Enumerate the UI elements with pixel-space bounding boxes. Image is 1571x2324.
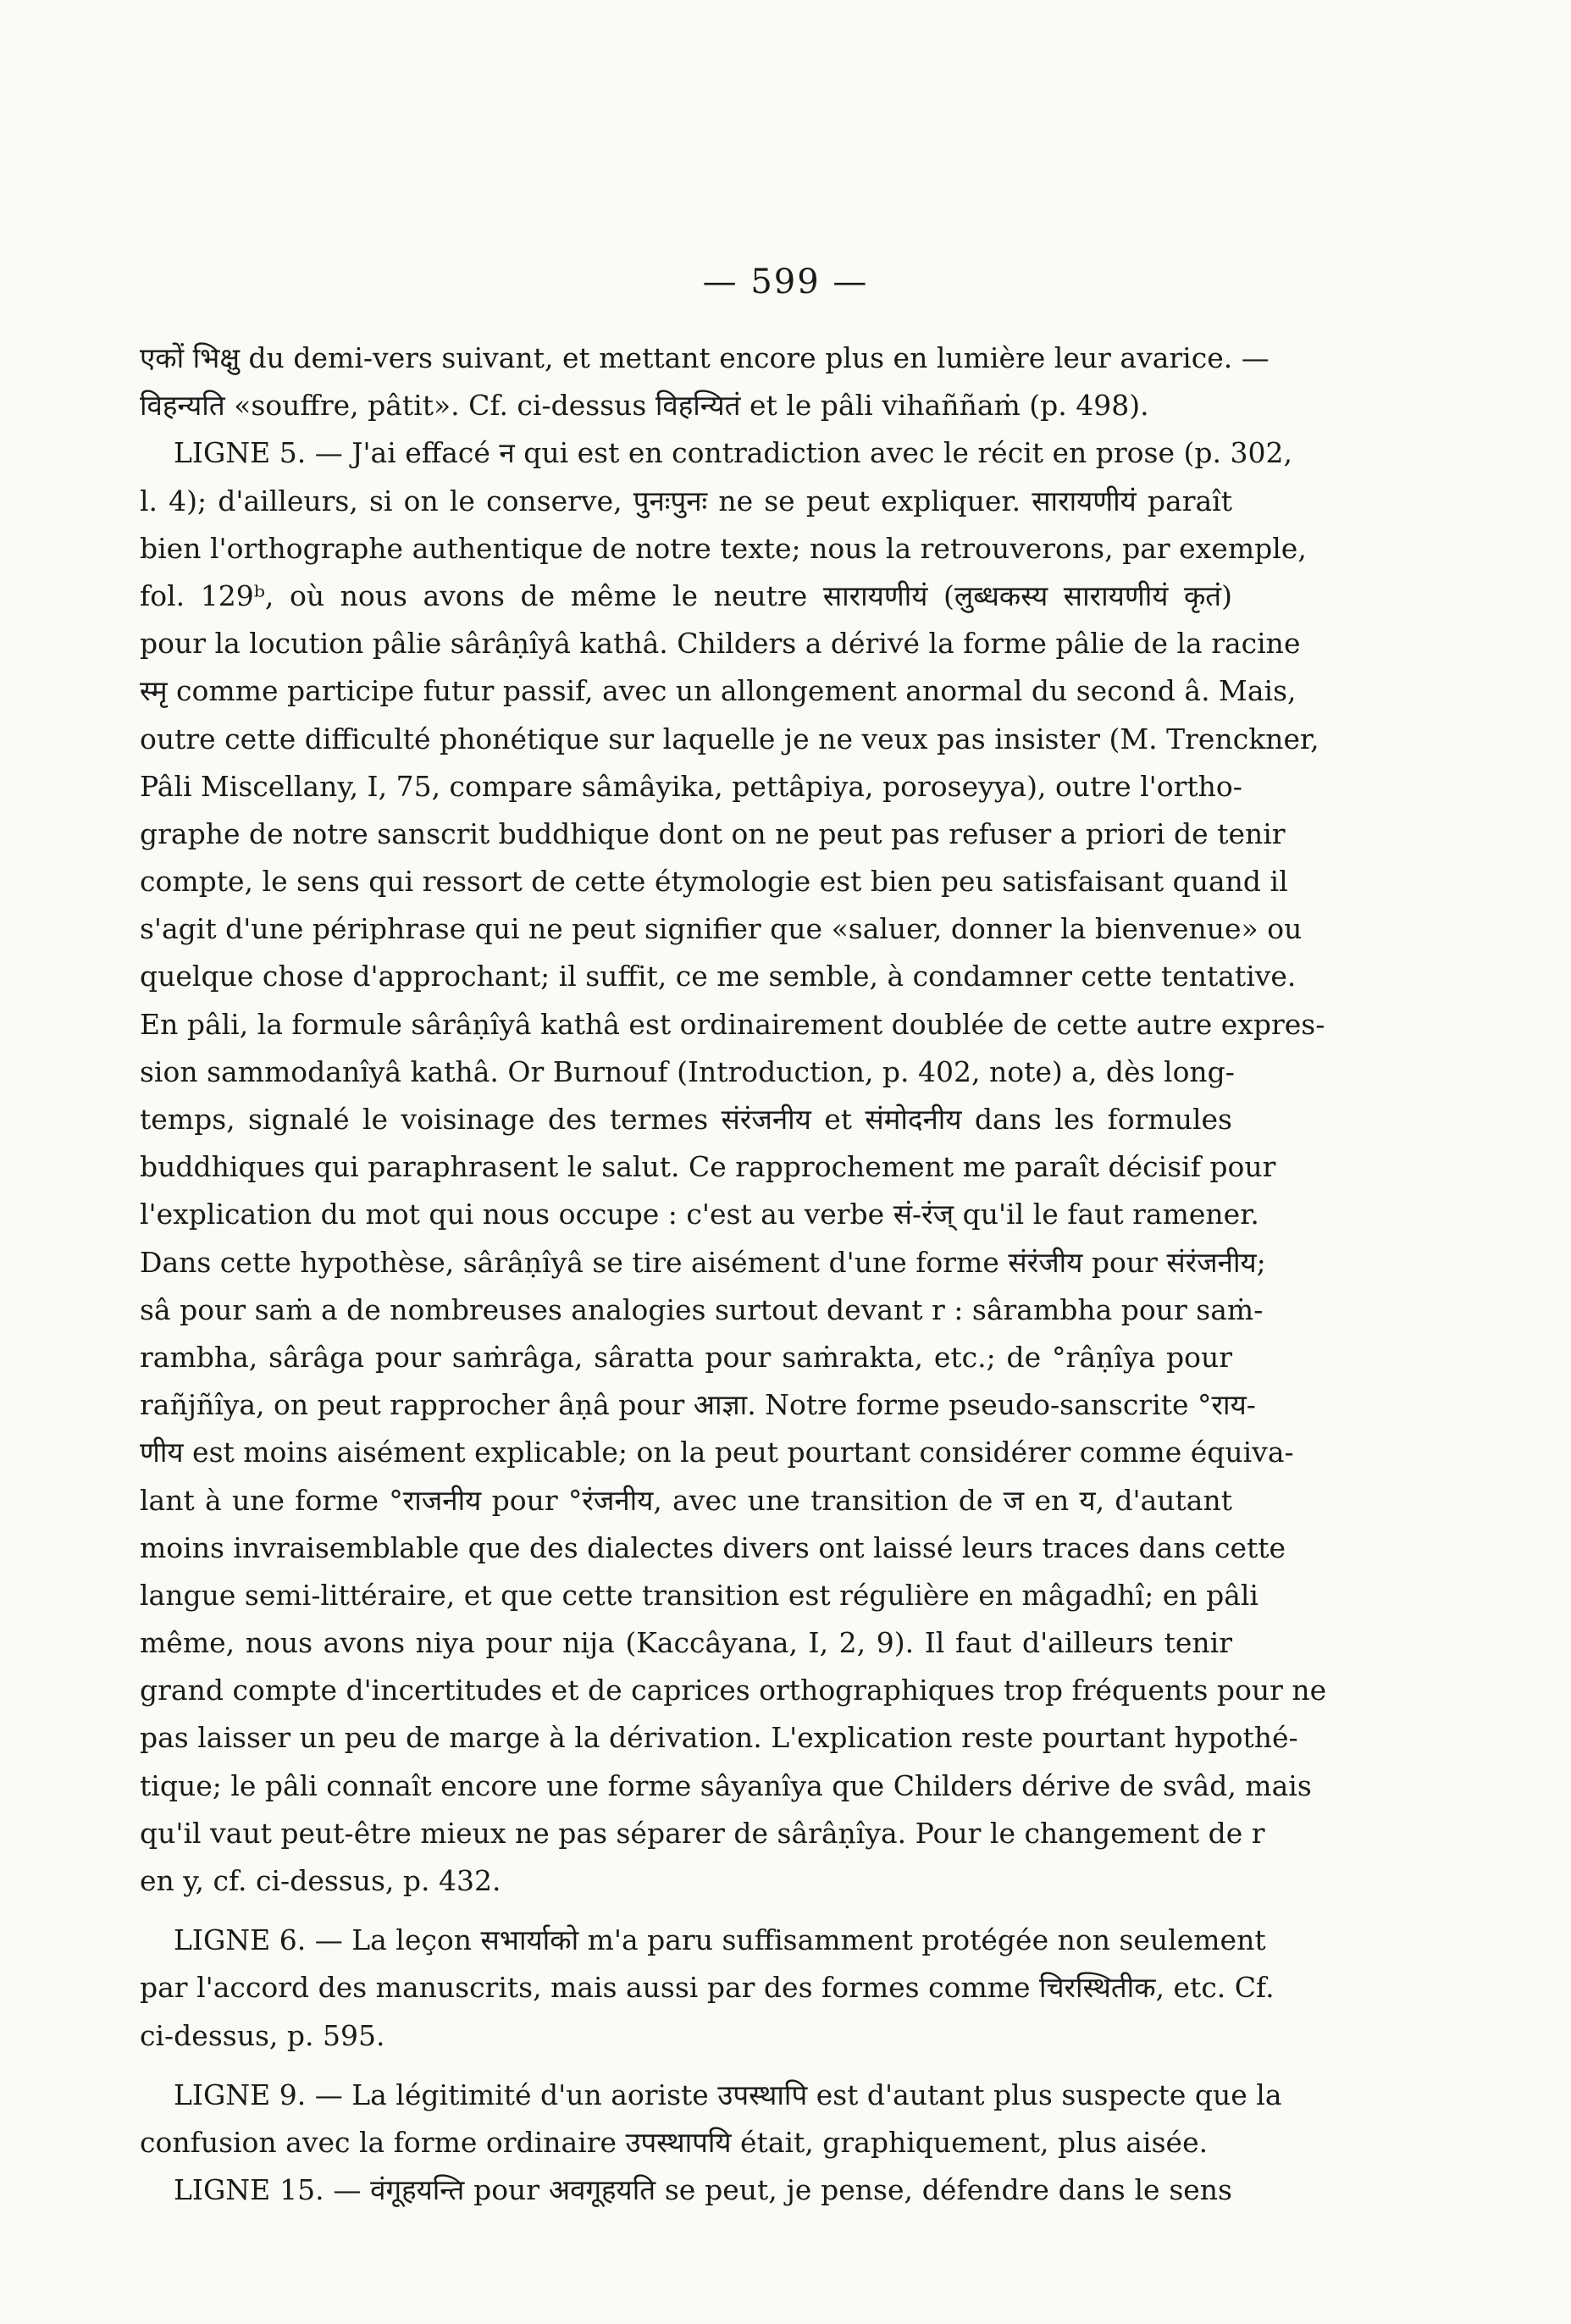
ligne-9-heading-line: LIGNE 9. — La légitimité d'un aoriste उपस्थापि est d'autant plus suspecte que la <box>174 2078 1282 2111</box>
text-line: bien l'orthographe authentique de notre texte; nous la retrouverons, par exemple, <box>140 531 1307 565</box>
text-line: temps, signalé le voisinage des termes संरंजनीय et संमोदनीय dans les formules <box>140 1103 1232 1136</box>
text-line: quelque chose d'approchant; il suffit, ce me semble, à condamner cette tentative. <box>140 960 1297 993</box>
text-line: outre cette difficulté phonétique sur laquelle je ne veux pas insister (M. Trenckner, <box>140 722 1319 755</box>
text-line: विहन्यति «souffre, pâtit». Cf. ci-dessus विहन्यितं et le pâli vihaññaṁ (p. 498). <box>140 389 1149 423</box>
page-number: — 599 — <box>702 263 869 302</box>
text-line: l. 4); d'ailleurs, si on le conserve, पुनःपुनः ne se peut expliquer. सारायणीयं paraît <box>140 484 1232 517</box>
body-text <box>140 335 1327 2214</box>
text-line: langue semi-littéraire, et que cette transition est régulière en mâgadhî; en pâli <box>140 1578 1258 1612</box>
text-line: pas laisser un peu de marge à la dérivation. L'explication reste pourtant hypothé- <box>140 1721 1298 1755</box>
text-line: l'explication du mot qui nous occupe : c'est au verbe सं-रंज् qu'il le faut ramener. <box>140 1198 1259 1231</box>
ligne-5-heading-line: LIGNE 5. — J'ai effacé न qui est en contradiction avec le récit en prose (p. 302, <box>174 436 1292 470</box>
text-line: Dans cette hypothèse, sârâṇîyâ se tire aisément d'une forme संरंजीय pour संरंजनीय; <box>140 1245 1266 1279</box>
text-line: rañjñîya, on peut rapprocher âṇâ pour आज्ञा. Notre forme pseudo-sanscrite °राय- <box>140 1388 1256 1422</box>
text-line: qu'il vaut peut-être mieux ne pas séparer de sârâṇîya. Pour le changement de r <box>140 1816 1265 1850</box>
text-line: sion sammodanîyâ kathâ. Or Burnouf (Introduction, p. 402, note) a, dès long- <box>140 1054 1235 1088</box>
text-line: rambha, sârâga pour saṁrâga, sâratta pour saṁrakta, etc.; de °râṇîya pour <box>140 1340 1232 1374</box>
text-line: confusion avec la forme ordinaire उपस्थापयि était, graphiquement, plus aisée. <box>140 2125 1209 2159</box>
text-line: स्मृ comme participe futur passif, avec un allongement anormal du second â. Mais, <box>140 674 1297 708</box>
ligne-15-heading-line: LIGNE 15. — वंगूहयन्ति pour अवगूहयति se peut, je pense, défendre dans le sens <box>174 2173 1232 2207</box>
text-line: tique; le pâli connaît encore une forme sâyanîya que Childers dérive de svâd, mais <box>140 1768 1312 1802</box>
text-line: s'agit d'une périphrase qui ne peut signifier que «saluer, donner la bienvenue» ou <box>140 912 1303 946</box>
text-line: par l'accord des manuscrits, mais aussi par des formes comme चिरस्थितीक, etc. Cf. <box>140 1971 1275 2005</box>
text-line: एकों भिक्षु du demi-vers suivant, et mettant encore plus en lumière leur avarice. — <box>140 341 1270 374</box>
text-line: णीय est moins aisément explicable; on la peut pourtant considérer comme équiva- <box>140 1436 1294 1469</box>
text-line: buddhiques qui paraphrasent le salut. Ce rapprochement me paraît décisif pour <box>140 1150 1276 1184</box>
text-line: compte, le sens qui ressort de cette étymologie est bien peu satisfaisant quand il <box>140 865 1288 899</box>
text-line: sâ pour saṁ a de nombreuses analogies surtout devant r : sârambha pour saṁ- <box>140 1292 1264 1326</box>
text-line: fol. 129ᵇ, où nous avons de même le neutre सारायणीयं (लुब्धकस्य सारायणीयं कृतं) <box>140 578 1232 612</box>
text-line: lant à une forme °राजनीय pour °रंजनीय, avec une transition de ज en य, d'autant <box>140 1483 1232 1517</box>
text-line: En pâli, la formule sârâṇîyâ kathâ est ordinairement doublée de cette autre expres- <box>140 1007 1325 1041</box>
text-line: grand compte d'incertitudes et de caprices orthographiques trop fréquents pour ne <box>140 1674 1327 1707</box>
text-line: moins invraisemblable que des dialectes divers ont laissé leurs traces dans cette <box>140 1530 1286 1564</box>
text-line: ci-dessus, p. 595. <box>140 2018 385 2052</box>
text-line: même, nous avons niya pour nija (Kaccâyana, I, 2, 9). Il faut d'ailleurs tenir <box>140 1626 1232 1660</box>
text-line: Pâli Miscellany, I, 75, compare sâmâyika, pettâpiya, poroseyya), outre l'ortho- <box>140 769 1242 803</box>
text-line: pour la locution pâlie sârâṇîyâ kathâ. Childers a dérivé la forme pâlie de la racine <box>140 627 1301 661</box>
text-line: graphe de notre sanscrit buddhique dont on ne peut pas refuser a priori de tenir <box>140 816 1286 850</box>
text-line: en y, cf. ci-dessus, p. 432. <box>140 1864 501 1897</box>
ligne-6-heading-line: LIGNE 6. — La leçon सभार्याको m'a paru suffisamment protégée non seulement <box>174 1923 1266 1957</box>
